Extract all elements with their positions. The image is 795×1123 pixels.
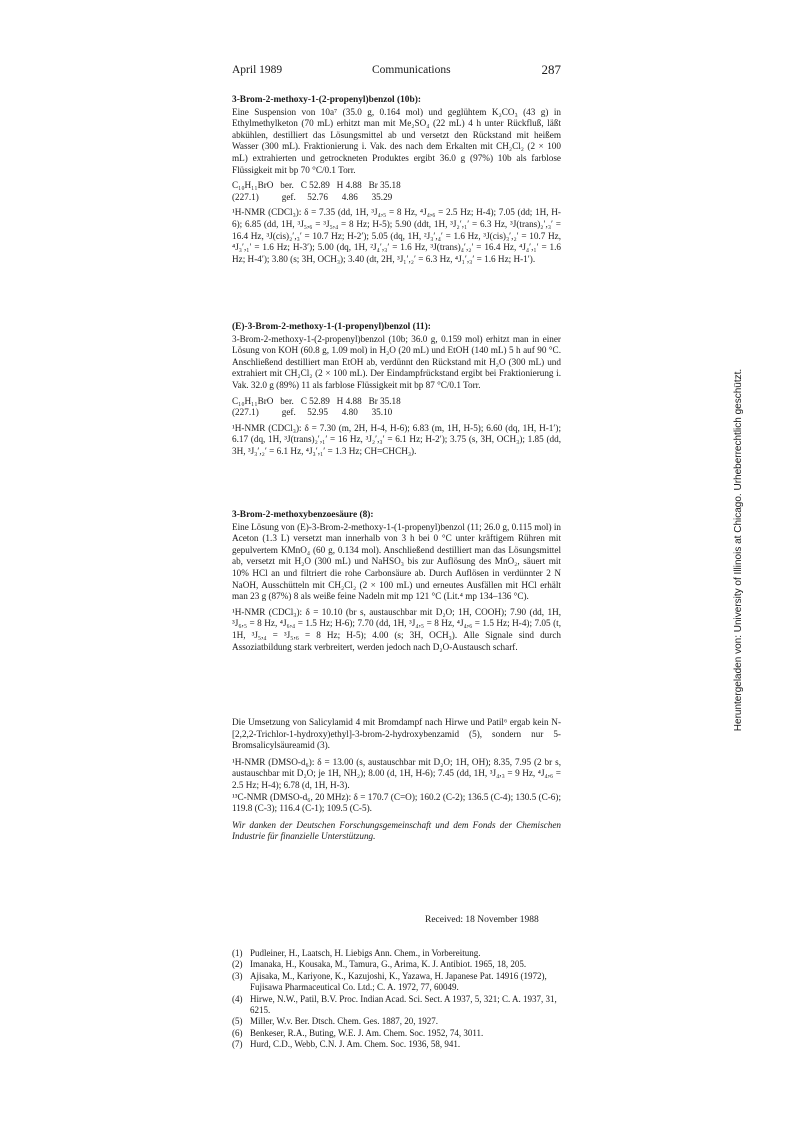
acknowledgement: Wir danken der Deutschen Forschungsgemeinschaft und dem Fonds der Chemischen Industrie für finanzielle Unterstützung.: [232, 819, 561, 842]
analysis-line: C₁₀H₁₁BrO ber. C 52.89 H 4.88 Br 35.18: [232, 180, 401, 191]
reference-item: [232, 1039, 561, 1050]
download-watermark: [733, 340, 747, 760]
section-title: (E)-3-Brom-2-methoxy-1-(1-propenyl)benzol (11):: [232, 322, 431, 332]
reference-item: [232, 1016, 561, 1027]
reference-number: (5): [232, 1016, 243, 1027]
reference-text: Imanaka, H., Kousaka, M., Tamura, G., Arima, K. J. Antibiot. 1965, 18, 205.: [250, 959, 527, 970]
reference-number: (3): [232, 970, 243, 981]
procedure-text: Eine Suspension von 10a⁷ (35.0 g, 0.164 mol) und geglühtem K₂CO₃ (43 g) in Ethylmethylketon (70 mL) erhitzt man mit Me₂SO₄ (22 mL) 4 h unter Rückfluß, läßt abkühlen, destilliert das Lösungsmittel ab und versetzt den Rückstand mit heißem Wasser (300 mL). Fraktionierung i. Vak. des nach dem Erkalten mit CH₂Cl₂ (2 × 100 mL) extrahierten und getrockneten Produktes ergibt 36.0 g (97%) 10b als farblose Flüssigkeit mit bp 70 °C/0.1 Torr.: [232, 106, 561, 175]
nmr-data: ¹H-NMR (CDCl₃): δ = 7.35 (dd, 1H, ³J₄,₅ = 8 Hz, ⁴J₄,₆ = 2.5 Hz; H-4); 7.05 (dd; 1H, H-6); 6.85 (dd, 1H, ³J₅,₆ = ³J₅,₄ = 8 Hz; H-5); 5.90 (ddt, 1H, ³J₂′,₁′ = 6.3 Hz, ³J(trans)₂′,₃′ = 16.4 Hz, ³J(cis)₂′,₃′ = 10.7 Hz; H-2′); 5.05 (dq, 1H, ²J₃′,₄′ = 1.6 Hz, ³J(cis)₃′,₂′ = 10.7 Hz, ⁴J₃′,₁′ = 1.6 Hz; H-3′); 5.00 (dq, 1H, ²J₄′,₃′ = 1.6 Hz, ³J(trans)₄′,₂′ = 16.4 Hz, ⁴J₄′,₁′ = 1.6 Hz; H-4′); 3.80 (s; 3H, OCH₃); 3.40 (dt, 2H, ³J₁′,₂′ = 6.3 Hz, ⁴J₁′,₃′ = 1.6 Hz; H-1′).: [232, 207, 561, 264]
section-title: 3-Brom-2-methoxy-1-(2-propenyl)benzol (10b):: [232, 95, 421, 105]
discussion: [232, 717, 561, 843]
reference-item: [232, 1028, 561, 1039]
section-title: 3-Brom-2-methoxybenzoesäure (8):: [232, 510, 374, 520]
journal-section: Communications: [372, 64, 451, 76]
section-11: [232, 322, 561, 458]
nmr-data: ¹H-NMR (CDCl₃): δ = 10.10 (br s, austauschbar mit D₂O; 1H, COOH); 7.90 (dd, 1H, ³J₆,₅ = 8 Hz, ⁴J₆,₄ = 1.5 Hz; H-6); 7.70 (dd, 1H, ³J₄,₅ = 8 Hz, ⁴J₄,₆ = 1.5 Hz; H-4); 7.05 (t, 1H, ³J₅,₄ = ³J₅,₆ = 8 Hz; H-5); 4.00 (s; 3H, OCH₃). Alle Signale sind durch Assoziatbildung stark verbreitert, werden jedoch nach D₂O-Austausch scharf.: [232, 606, 561, 652]
reference-item: [232, 959, 561, 970]
issue-date: April 1989: [232, 64, 283, 76]
nmr-data: ¹H-NMR (CDCl₃): δ = 7.30 (m, 2H, H-4, H-6); 6.83 (m, 1H, H-5); 6.60 (dq, 1H, H-1′); 6.17 (dq, 1H, ³J(trans)₂′,₁′ = 16 Hz, ³J₂′,₃′ = 6.1 Hz; H-2′); 3.75 (s, 3H, OCH₃); 1.85 (dd, 3H, ³J₃′,₂′ = 6.1 Hz, ⁴J₃′,₁′ = 1.3 Hz; CH=CHCH₃).: [232, 422, 561, 456]
reference-number: (6): [232, 1027, 243, 1038]
analysis-line: (227.1) gef. 52.76 4.86 35.29: [232, 191, 393, 202]
reference-item: [232, 971, 561, 994]
reference-number: (2): [232, 959, 243, 970]
procedure-text: 3-Brom-2-methoxy-1-(2-propenyl)benzol (10b; 36.0 g, 0.159 mol) erhitzt man in einer Lösung von KOH (60.8 g, 1.09 mol) in H₂O (20 mL) und EtOH (140 mL) 5 h auf 90 °C. Anschließend destilliert man EtOH ab, verdünnt den Rückstand mit H₂O (300 mL) und extrahiert mit CH₂Cl₂ (2 × 100 mL). Der Eindampfrückstand ergibt bei Fraktionierung i. Vak. 32.0 g (89%) 11 als farblose Flüssigkeit mit bp 87 °C/0.1 Torr.: [232, 333, 561, 390]
reference-text: Hirwe, N.W., Patil, B.V. Proc. Indian Acad. Sci. Sect. A 1937, 5, 321; C. A. 1937, 31, 6215.: [250, 993, 557, 1016]
reference-item: [232, 994, 561, 1017]
reference-number: (1): [232, 948, 243, 958]
reference-text: Hurd, C.D., Webb, C.N. J. Am. Chem. Soc. 1936, 58, 941.: [250, 1039, 461, 1050]
page-header: [232, 62, 561, 78]
reference-number: (7): [232, 1039, 243, 1050]
reference-text: Benkeser, R.A., Buting, W.E. J. Am. Chem. Soc. 1952, 74, 3011.: [250, 1027, 484, 1038]
procedure-text: Eine Lösung von (E)-3-Brom-2-methoxy-1-(1-propenyl)benzol (11; 26.0 g, 0.115 mol) in Aceton (1.3 L) versetzt man innerhalb von 3 h bei 0 °C unter kräftigem Rühren mit gepulvertem KMnO₄ (60 g, 0.134 mol). Anschließend destilliert man das Lösungsmittel ab, versetzt mit H₂O (300 mL) und NaHSO₃ bis zur Auflösung des MnO₂, säuert mit 10% HCl an und filtriert die rohe Carbonsäure ab. Durch Auflösen in verdünnter 2 N NaOH, Ausschütteln mit CH₂Cl₂ (2 × 100 mL) und erneutes Ausfällen mit HCl erhält man 23 g (87%) 8 als weiße feine Nadeln mit mp 121 °C (Lit.⁴ mp 134–136 °C).: [232, 521, 561, 602]
reference-text: Ajisaka, M., Kariyone, K., Kazujoshi, K., Yazawa, H. Japanese Pat. 14916 (1972), Fujisawa Pharmaceutical Co. Ltd.; C. A. 1972, 77, 60049.: [250, 970, 547, 993]
analysis-line: C₁₀H₁₁BrO ber. C 52.89 H 4.88 Br 35.18: [232, 395, 401, 406]
page-number: 287: [541, 62, 561, 77]
reference-text: Miller, W.v. Ber. Dtsch. Chem. Ges. 1887, 20, 1927.: [250, 1016, 439, 1027]
watermark-text: Heruntergeladen von: University of Illinois at Chicago. Urheberrechtlich geschützt.: [733, 368, 744, 732]
section-10b: [232, 95, 561, 265]
reference-number: (4): [232, 993, 243, 1004]
discussion-paragraph: Die Umsetzung von Salicylamid 4 mit Bromdampf nach Hirwe und Patil⁶ ergab kein N-[2,2,2-Trichlor-1-hydroxy)ethyl]-3-brom-2-hydroxybenzamid (5), sondern nur 5-Bromsalicylsäureamid (3).: [232, 717, 561, 751]
nmr-data: ¹³C-NMR (DMSO-d₆, 20 MHz): δ = 170.7 (C=O); 160.2 (C-2); 136.5 (C-4); 130.5 (C-6); 119.8 (C-3); 116.4 (C-1); 109.5 (C-5).: [232, 791, 561, 814]
analysis-line: (227.1) gef. 52.95 4.80 35.10: [232, 407, 393, 418]
received-date: Received: 18 November 1988: [425, 915, 539, 925]
nmr-data: ¹H-NMR (DMSO-d₆): δ = 13.00 (s, austauschbar mit D₂O; 1H, OH); 8.35, 7.95 (2 br s, austauschbar mit D₂O; je 1H, NH₂); 8.00 (d, 1H, H-6); 7.45 (dd, 1H, ³J₄,₃ = 9 Hz, ⁴J₄,₆ = 2.5 Hz; H-4); 6.78 (d, 1H, H-3).: [232, 756, 561, 790]
section-8: [232, 510, 561, 653]
reference-item: [232, 948, 561, 959]
references: [232, 948, 561, 1051]
reference-text: Pudleiner, H., Laatsch, H. Liebigs Ann. Chem., in Vorbereitung.: [250, 948, 481, 958]
